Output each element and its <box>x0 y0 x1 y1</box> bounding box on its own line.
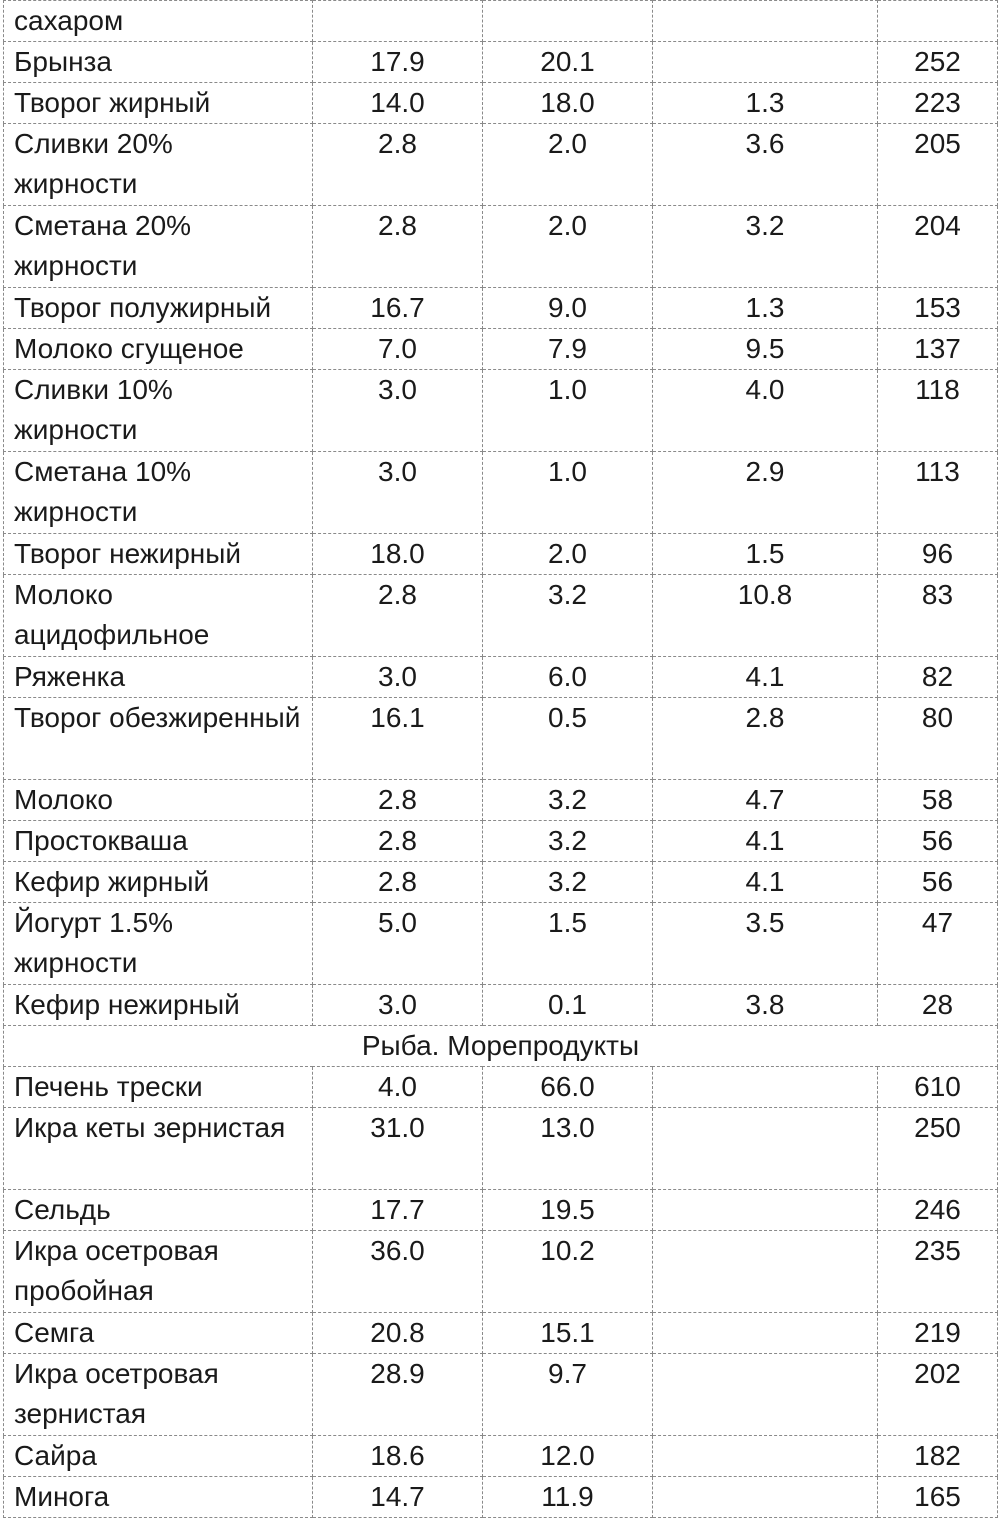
protein-cell: 28.9 <box>313 1354 483 1436</box>
fat-cell: 0.5 <box>483 698 653 780</box>
table-row <box>4 862 998 903</box>
protein-cell: 2.8 <box>313 124 483 206</box>
fat-cell: 18.0 <box>483 83 653 124</box>
product-name-cell: Йогурт 1.5% жирности <box>4 903 313 985</box>
product-name-cell: Кефир жирный <box>4 862 313 903</box>
kcal-cell: 118 <box>878 370 998 452</box>
table-row <box>4 42 998 83</box>
kcal-cell: 246 <box>878 1190 998 1231</box>
product-name-cell: Творог нежирный <box>4 534 313 575</box>
carbs-cell: 10.8 <box>653 575 878 657</box>
protein-cell: 7.0 <box>313 329 483 370</box>
section-header-row <box>4 1026 998 1067</box>
protein-cell: 14.7 <box>313 1477 483 1518</box>
carbs-cell <box>653 1 878 42</box>
fat-cell: 6.0 <box>483 657 653 698</box>
product-name-cell: Семга <box>4 1313 313 1354</box>
protein-cell: 2.8 <box>313 780 483 821</box>
fat-cell: 9.0 <box>483 288 653 329</box>
protein-cell: 36.0 <box>313 1231 483 1313</box>
table-row <box>4 1477 998 1518</box>
fat-cell: 2.0 <box>483 206 653 288</box>
fat-cell: 7.9 <box>483 329 653 370</box>
protein-cell: 18.6 <box>313 1436 483 1477</box>
product-name-cell: Простокваша <box>4 821 313 862</box>
protein-cell: 17.7 <box>313 1190 483 1231</box>
table-row <box>4 698 998 780</box>
kcal-cell: 219 <box>878 1313 998 1354</box>
protein-cell: 2.8 <box>313 862 483 903</box>
fat-cell: 20.1 <box>483 42 653 83</box>
kcal-cell: 56 <box>878 862 998 903</box>
carbs-cell <box>653 1477 878 1518</box>
product-name-cell: Молоко <box>4 780 313 821</box>
fat-cell: 9.7 <box>483 1354 653 1436</box>
carbs-cell <box>653 1231 878 1313</box>
kcal-cell: 96 <box>878 534 998 575</box>
table-row <box>4 985 998 1026</box>
carbs-cell <box>653 1190 878 1231</box>
product-name-cell: Молоко ацидофильное <box>4 575 313 657</box>
table-row <box>4 780 998 821</box>
protein-cell: 5.0 <box>313 903 483 985</box>
fat-cell <box>483 1 653 42</box>
protein-cell: 3.0 <box>313 985 483 1026</box>
fat-cell: 1.5 <box>483 903 653 985</box>
carbs-cell: 3.5 <box>653 903 878 985</box>
fat-cell: 3.2 <box>483 780 653 821</box>
fat-cell: 66.0 <box>483 1067 653 1108</box>
protein-cell: 2.8 <box>313 206 483 288</box>
fat-cell: 3.2 <box>483 575 653 657</box>
table-row <box>4 903 998 985</box>
kcal-cell: 235 <box>878 1231 998 1313</box>
product-name-cell: Сливки 20% жирности <box>4 124 313 206</box>
carbs-cell: 4.1 <box>653 821 878 862</box>
kcal-cell: 83 <box>878 575 998 657</box>
fat-cell: 12.0 <box>483 1436 653 1477</box>
fat-cell: 13.0 <box>483 1108 653 1190</box>
kcal-cell: 165 <box>878 1477 998 1518</box>
table-row <box>4 1436 998 1477</box>
kcal-cell: 250 <box>878 1108 998 1190</box>
fat-cell: 2.0 <box>483 124 653 206</box>
carbs-cell: 4.7 <box>653 780 878 821</box>
kcal-cell <box>878 1 998 42</box>
table-row <box>4 1231 998 1313</box>
kcal-cell: 137 <box>878 329 998 370</box>
nutrition-table <box>3 0 998 1518</box>
kcal-cell: 80 <box>878 698 998 780</box>
carbs-cell: 1.5 <box>653 534 878 575</box>
protein-cell: 3.0 <box>313 657 483 698</box>
protein-cell: 16.1 <box>313 698 483 780</box>
table-row <box>4 1 998 42</box>
product-name-cell: Ряженка <box>4 657 313 698</box>
carbs-cell: 3.6 <box>653 124 878 206</box>
product-name-cell: Кефир нежирный <box>4 985 313 1026</box>
carbs-cell <box>653 1436 878 1477</box>
table-row <box>4 575 998 657</box>
kcal-cell: 610 <box>878 1067 998 1108</box>
table-row <box>4 83 998 124</box>
protein-cell: 3.0 <box>313 452 483 534</box>
table-row <box>4 821 998 862</box>
carbs-cell: 3.8 <box>653 985 878 1026</box>
protein-cell: 2.8 <box>313 575 483 657</box>
protein-cell: 16.7 <box>313 288 483 329</box>
carbs-cell: 4.0 <box>653 370 878 452</box>
product-name-cell: Икра осетровая зернистая <box>4 1354 313 1436</box>
carbs-cell: 1.3 <box>653 83 878 124</box>
fat-cell: 19.5 <box>483 1190 653 1231</box>
table-row <box>4 124 998 206</box>
protein-cell: 20.8 <box>313 1313 483 1354</box>
kcal-cell: 82 <box>878 657 998 698</box>
table-row <box>4 370 998 452</box>
product-name-cell: Сайра <box>4 1436 313 1477</box>
product-name-cell: Печень трески <box>4 1067 313 1108</box>
product-name-cell: Икра кеты зернистая <box>4 1108 313 1190</box>
kcal-cell: 223 <box>878 83 998 124</box>
fat-cell: 3.2 <box>483 862 653 903</box>
product-name-cell: Сметана 20% жирности <box>4 206 313 288</box>
table-row <box>4 206 998 288</box>
table-row <box>4 1067 998 1108</box>
carbs-cell: 4.1 <box>653 862 878 903</box>
carbs-cell <box>653 1067 878 1108</box>
carbs-cell: 2.8 <box>653 698 878 780</box>
kcal-cell: 58 <box>878 780 998 821</box>
section-title: Рыба. Морепродукты <box>4 1026 998 1067</box>
table-row <box>4 534 998 575</box>
product-name-cell: Молоко сгущеное <box>4 329 313 370</box>
kcal-cell: 202 <box>878 1354 998 1436</box>
carbs-cell <box>653 1108 878 1190</box>
kcal-cell: 28 <box>878 985 998 1026</box>
table-row <box>4 1313 998 1354</box>
protein-cell: 17.9 <box>313 42 483 83</box>
product-name-cell: Творог обезжиренный <box>4 698 313 780</box>
fat-cell: 11.9 <box>483 1477 653 1518</box>
kcal-cell: 252 <box>878 42 998 83</box>
fat-cell: 10.2 <box>483 1231 653 1313</box>
table-row <box>4 1354 998 1436</box>
carbs-cell <box>653 1354 878 1436</box>
product-name-cell: Творог полужирный <box>4 288 313 329</box>
kcal-cell: 56 <box>878 821 998 862</box>
product-name-cell: Минога <box>4 1477 313 1518</box>
fat-cell: 2.0 <box>483 534 653 575</box>
product-name-cell: сахаром <box>4 1 313 42</box>
kcal-cell: 47 <box>878 903 998 985</box>
product-name-cell: Икра осетровая пробойная <box>4 1231 313 1313</box>
protein-cell: 14.0 <box>313 83 483 124</box>
product-name-cell: Творог жирный <box>4 83 313 124</box>
carbs-cell: 4.1 <box>653 657 878 698</box>
product-name-cell: Сметана 10% жирности <box>4 452 313 534</box>
carbs-cell: 9.5 <box>653 329 878 370</box>
protein-cell <box>313 1 483 42</box>
protein-cell: 31.0 <box>313 1108 483 1190</box>
protein-cell: 3.0 <box>313 370 483 452</box>
kcal-cell: 205 <box>878 124 998 206</box>
carbs-cell <box>653 1313 878 1354</box>
table-row <box>4 1108 998 1190</box>
fat-cell: 1.0 <box>483 370 653 452</box>
table-row <box>4 1190 998 1231</box>
fat-cell: 15.1 <box>483 1313 653 1354</box>
table-row <box>4 452 998 534</box>
kcal-cell: 153 <box>878 288 998 329</box>
carbs-cell: 3.2 <box>653 206 878 288</box>
kcal-cell: 182 <box>878 1436 998 1477</box>
nutrition-table-body <box>4 1 998 1518</box>
carbs-cell <box>653 42 878 83</box>
fat-cell: 3.2 <box>483 821 653 862</box>
fat-cell: 0.1 <box>483 985 653 1026</box>
protein-cell: 2.8 <box>313 821 483 862</box>
carbs-cell: 1.3 <box>653 288 878 329</box>
fat-cell: 1.0 <box>483 452 653 534</box>
kcal-cell: 204 <box>878 206 998 288</box>
kcal-cell: 113 <box>878 452 998 534</box>
protein-cell: 4.0 <box>313 1067 483 1108</box>
table-row <box>4 657 998 698</box>
product-name-cell: Брынза <box>4 42 313 83</box>
protein-cell: 18.0 <box>313 534 483 575</box>
table-row <box>4 329 998 370</box>
product-name-cell: Сельдь <box>4 1190 313 1231</box>
product-name-cell: Сливки 10% жирности <box>4 370 313 452</box>
table-row <box>4 288 998 329</box>
carbs-cell: 2.9 <box>653 452 878 534</box>
